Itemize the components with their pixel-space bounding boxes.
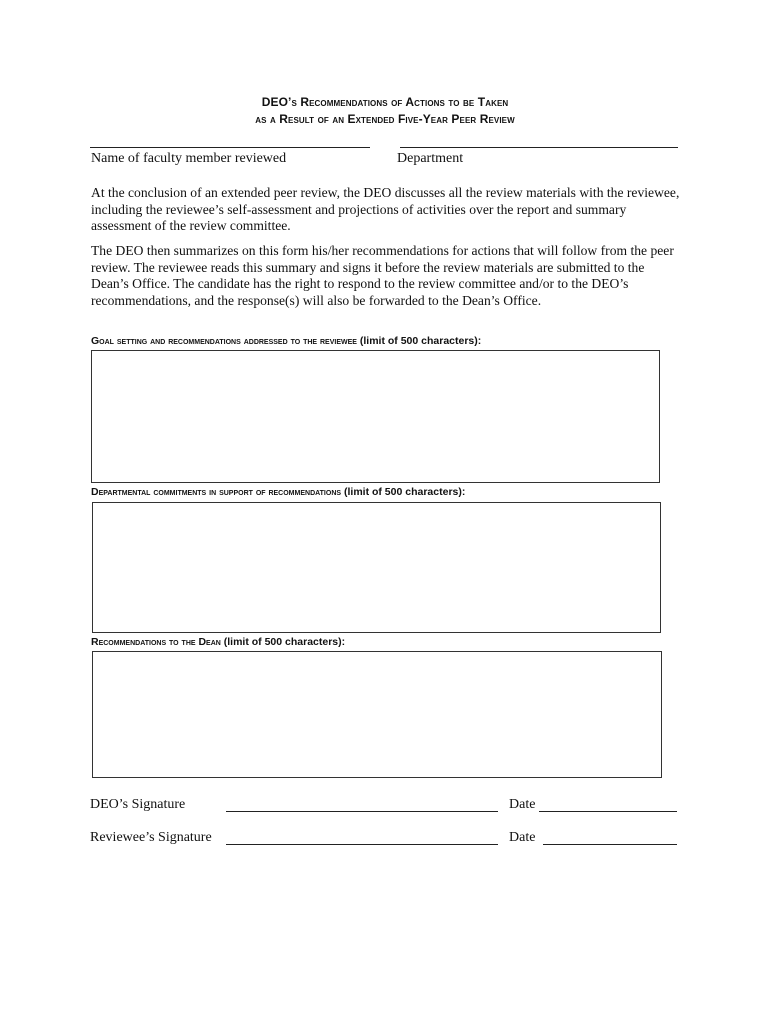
intro-paragraph: At the conclusion of an extended peer review, the DEO discusses all the review materials with the reviewee, including the reviewee’s self-assessment and projections of activities over the report and summary assessment of the review committee. <box>91 185 680 234</box>
reviewee-signature-field[interactable] <box>226 844 498 845</box>
goal-setting-textarea[interactable] <box>91 350 660 483</box>
section-heading-goal-setting: Goal setting and recommendations addressed to the reviewee (limit of 500 characters): <box>91 335 482 347</box>
deo-date-field[interactable] <box>539 811 677 812</box>
reviewee-signature-label: Reviewee’s Signature <box>90 830 212 845</box>
recommendations-dean-textarea[interactable] <box>92 651 662 778</box>
section-heading-departmental-commitments: Departmental commitments in support of recommendations (limit of 500 characters): <box>91 486 466 498</box>
section-heading-recommendations-dean: Recommendations to the Dean (limit of 500 characters): <box>91 636 346 648</box>
deo-date-label: Date <box>509 797 536 812</box>
department-label: Department <box>397 151 464 166</box>
departmental-commitments-textarea[interactable] <box>92 502 661 633</box>
reviewee-date-label: Date <box>509 830 536 845</box>
department-field[interactable] <box>400 147 678 148</box>
deo-signature-label: DEO’s Signature <box>90 797 186 812</box>
reviewee-date-field[interactable] <box>543 844 677 845</box>
faculty-name-field[interactable] <box>90 147 370 148</box>
faculty-name-label: Name of faculty member reviewed <box>91 151 287 166</box>
summary-paragraph: The DEO then summarizes on this form his/her recommendations for actions that will follow from the peer review. The reviewee reads this summary and signs it before the review materials are submitted to the Dean’s Office. The candidate has the right to respond to the review committee and/or to the DEO’s recommendations, and the response(s) will also be forwarded to the Dean’s Office. <box>91 243 674 308</box>
deo-signature-field[interactable] <box>226 811 498 812</box>
form-title-line-2: as a Result of an Extended Five-Year Peer Review <box>255 112 515 126</box>
form-title-line-1: DEO’s Recommendations of Actions to be Taken <box>261 95 509 109</box>
